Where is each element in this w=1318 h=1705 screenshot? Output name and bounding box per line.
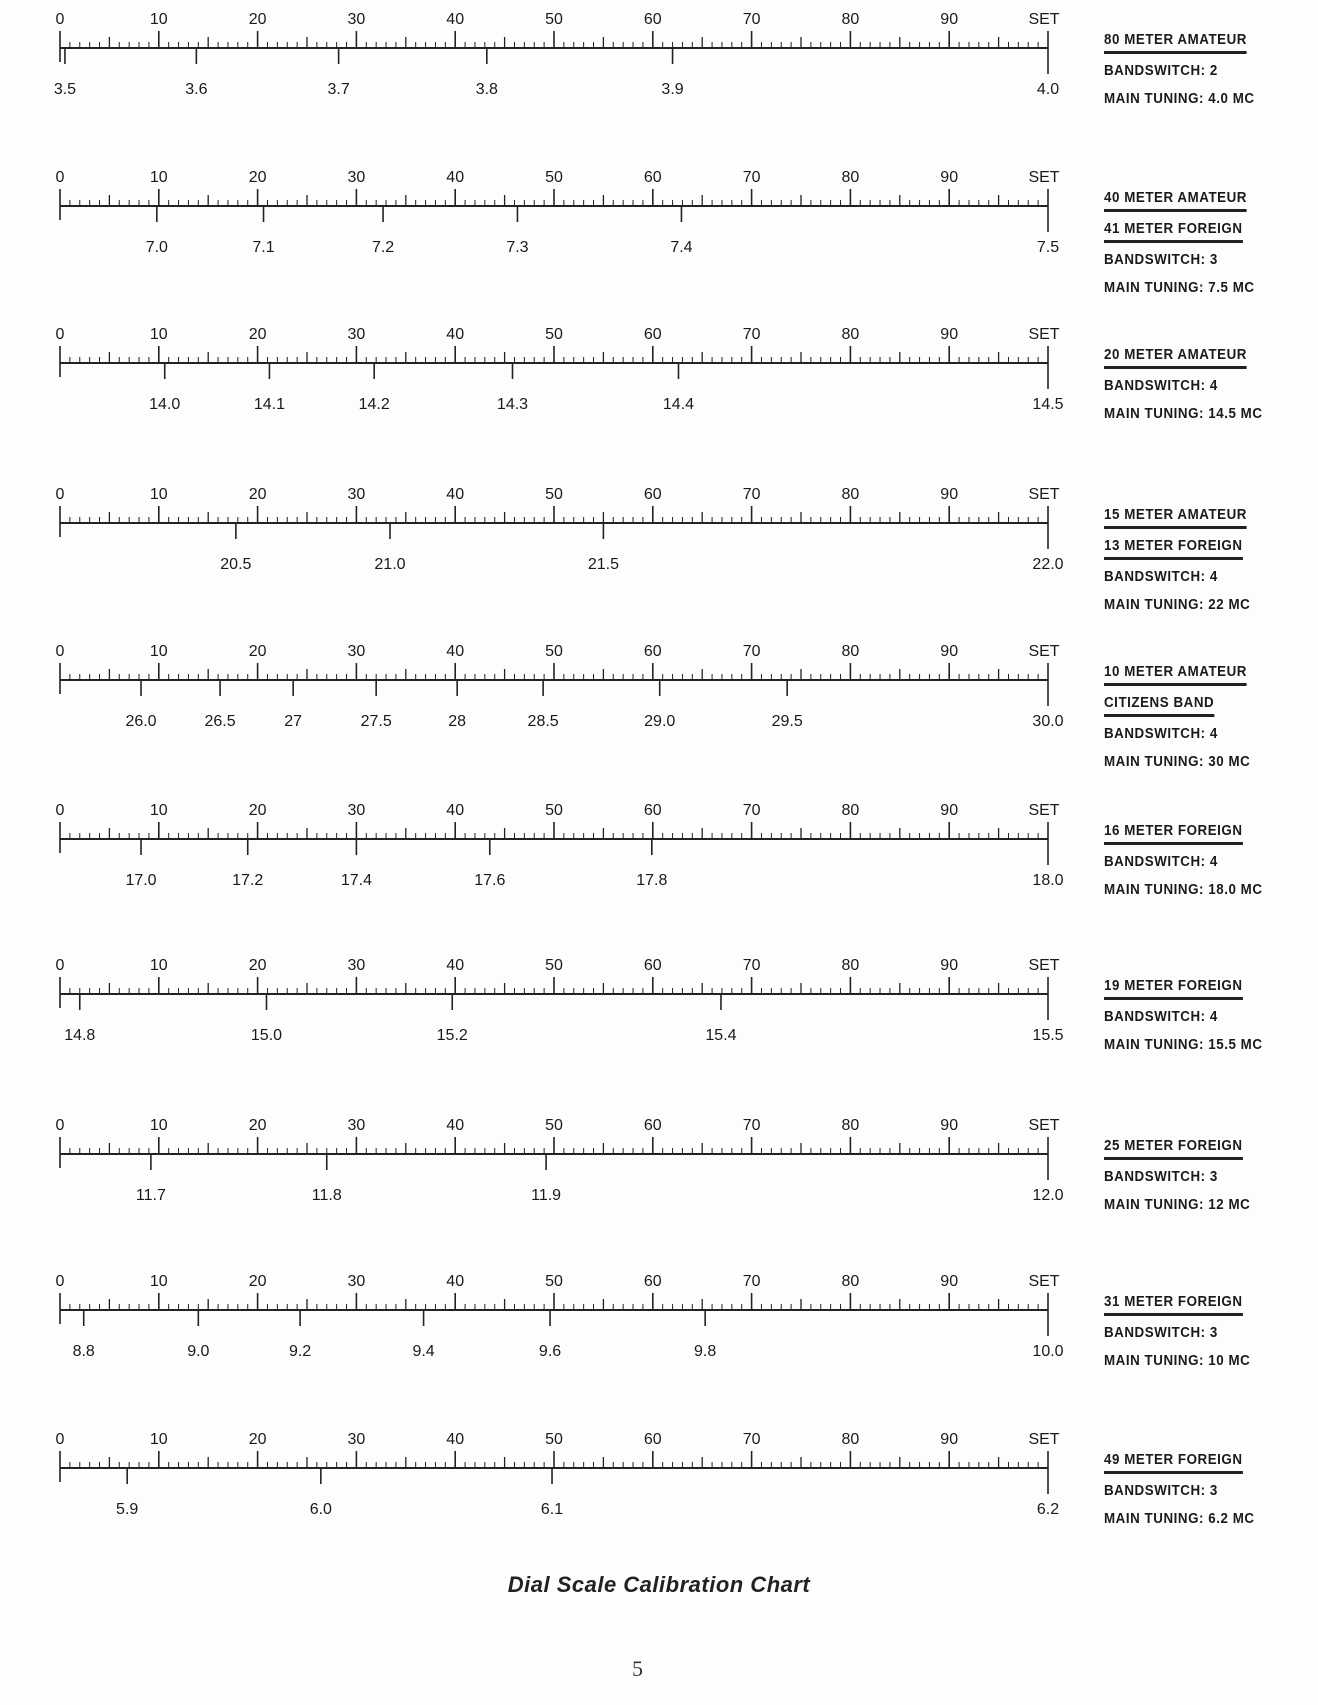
dial-label: 20 [248, 1117, 267, 1134]
frequency-label: 7.1 [252, 239, 275, 256]
dial-label: 80 [841, 643, 860, 660]
dial-label: 90 [940, 1117, 959, 1134]
frequency-label: 14.1 [253, 396, 286, 413]
dial-label: 30 [347, 326, 366, 343]
main-tuning-setting: MAIN TUNING: 12 MC [1104, 1197, 1251, 1213]
frequency-label: 9.2 [288, 1343, 312, 1360]
band-title: CITIZENS BAND [1104, 692, 1214, 717]
bandswitch-setting: BANDSWITCH: 3 [1104, 1483, 1218, 1499]
frequency-label: 18.0 [1032, 872, 1064, 889]
page-number: 5 [632, 1656, 643, 1681]
dial-label: 10 [149, 11, 168, 28]
dial-label: 70 [742, 1117, 761, 1134]
dial-label: 30 [347, 486, 366, 503]
dial-label: 70 [742, 1431, 761, 1448]
dial-label: 30 [347, 643, 366, 660]
main-tuning-setting: MAIN TUNING: 10 MC [1104, 1353, 1251, 1369]
band-info [1104, 184, 1255, 302]
dial-scale-band [0, 164, 1318, 296]
dial-label: 30 [347, 169, 366, 186]
dial-label: 90 [940, 1431, 959, 1448]
dial-label: 90 [940, 802, 959, 819]
dial-label: 10 [149, 1431, 168, 1448]
dial-label: SET [1028, 169, 1060, 186]
dial-label: 70 [742, 1273, 761, 1290]
band-title: 80 METER AMATEUR [1104, 29, 1247, 54]
dial-label: SET [1028, 1273, 1060, 1290]
frequency-label: 8.8 [72, 1343, 95, 1360]
dial-label: 90 [940, 11, 959, 28]
dial-label: 50 [545, 1117, 563, 1134]
dial-label: 90 [940, 1273, 959, 1290]
dial-label: 50 [545, 1273, 563, 1290]
dial-label: 30 [347, 1431, 366, 1448]
dial-label: 10 [149, 486, 168, 503]
dial-label: SET [1028, 643, 1060, 660]
frequency-label: 21.0 [374, 556, 406, 573]
band-title: 41 METER FOREIGN [1104, 218, 1243, 243]
dial-label: 80 [841, 1273, 860, 1290]
frequency-label: 14.3 [496, 396, 529, 413]
frequency-label: 15.4 [705, 1027, 737, 1044]
band-info [1104, 972, 1263, 1059]
band-title: 25 METER FOREIGN [1104, 1135, 1243, 1160]
bandswitch-setting: BANDSWITCH: 4 [1104, 1009, 1218, 1025]
dial-label: 90 [940, 486, 959, 503]
dial-label: 0 [55, 957, 65, 974]
dial-label: 90 [940, 643, 959, 660]
dial-label: 0 [55, 1431, 65, 1448]
frequency-label: 29.0 [644, 713, 676, 730]
dial-label: 80 [841, 169, 860, 186]
dial-label: 60 [643, 326, 662, 343]
frequency-label: 9.0 [187, 1343, 210, 1360]
dial-scale-band [0, 1268, 1318, 1378]
frequency-label: 11.8 [311, 1187, 342, 1204]
frequency-label: 7.4 [670, 239, 693, 256]
frequency-label: 15.2 [436, 1027, 468, 1044]
frequency-label: 15.5 [1032, 1027, 1064, 1044]
frequency-label: 6.1 [540, 1501, 564, 1518]
dial-label: 40 [446, 11, 465, 28]
main-tuning-setting: MAIN TUNING: 6.2 MC [1104, 1511, 1255, 1527]
frequency-label: 26.0 [125, 713, 157, 730]
dial-label: 70 [742, 643, 761, 660]
chart-title: Dial Scale Calibration Chart [507, 1572, 811, 1597]
frequency-label: 17.4 [340, 872, 372, 889]
dial-label: 10 [149, 326, 168, 343]
dial-label: 80 [841, 1117, 860, 1134]
frequency-label: 9.6 [538, 1343, 562, 1360]
dial-label: 80 [841, 11, 860, 28]
dial-label: 60 [643, 11, 662, 28]
frequency-label: 14.8 [64, 1027, 96, 1044]
dial-label: 30 [347, 1273, 366, 1290]
dial-label: 50 [545, 957, 563, 974]
dial-label: 30 [347, 11, 366, 28]
frequency-label: 28.5 [527, 713, 559, 730]
dial-label: 40 [446, 486, 465, 503]
frequency-label: 3.8 [475, 81, 498, 98]
dial-label: 40 [446, 1117, 465, 1134]
frequency-label: 22.0 [1032, 556, 1064, 573]
frequency-label: 7.0 [145, 239, 168, 256]
frequency-label: 7.3 [506, 239, 529, 256]
dial-label: 40 [446, 957, 465, 974]
frequency-label: 4.0 [1036, 81, 1060, 98]
frequency-label: 14.4 [662, 396, 695, 413]
band-info [1104, 1288, 1250, 1375]
dial-label: 10 [149, 1273, 168, 1290]
band-title: 40 METER AMATEUR [1104, 187, 1247, 212]
dial-label: 20 [248, 1431, 267, 1448]
dial-label: 60 [643, 802, 662, 819]
frequency-label: 26.5 [204, 713, 236, 730]
dial-label: SET [1028, 802, 1060, 819]
dial-label: 20 [248, 486, 267, 503]
dial-label: 0 [55, 643, 65, 660]
frequency-label: 9.4 [412, 1343, 435, 1360]
band-title: 19 METER FOREIGN [1104, 975, 1243, 1000]
dial-label: 0 [55, 1273, 65, 1290]
frequency-label: 29.5 [771, 713, 803, 730]
frequency-label: 7.2 [371, 239, 395, 256]
band-info [1104, 1446, 1255, 1533]
dial-label: 60 [643, 643, 662, 660]
dial-label: 60 [643, 169, 662, 186]
band-info [1104, 26, 1255, 113]
main-tuning-setting: MAIN TUNING: 7.5 MC [1104, 280, 1255, 296]
dial-label: 60 [643, 486, 662, 503]
band-info [1104, 341, 1263, 428]
dial-label: 10 [149, 802, 168, 819]
dial-label: 30 [347, 957, 366, 974]
dial-label: 70 [742, 169, 761, 186]
frequency-label: 6.2 [1036, 1501, 1060, 1518]
dial-label: 50 [545, 169, 563, 186]
dial-label: 20 [248, 169, 267, 186]
dial-label: 20 [248, 11, 267, 28]
dial-label: 90 [940, 169, 959, 186]
dial-label: 70 [742, 11, 761, 28]
frequency-label: 6.0 [309, 1501, 332, 1518]
bandswitch-setting: BANDSWITCH: 3 [1104, 252, 1218, 268]
dial-label: 60 [643, 1273, 662, 1290]
main-tuning-setting: MAIN TUNING: 15.5 MC [1104, 1037, 1263, 1053]
dial-label: 0 [55, 326, 65, 343]
dial-label: 50 [545, 643, 563, 660]
main-tuning-setting: MAIN TUNING: 18.0 MC [1104, 882, 1263, 898]
dial-label: 30 [347, 802, 366, 819]
band-info [1104, 501, 1250, 619]
dial-label: SET [1028, 11, 1060, 28]
dial-label: 50 [545, 326, 563, 343]
dial-label: 10 [149, 169, 168, 186]
bandswitch-setting: BANDSWITCH: 4 [1104, 569, 1218, 585]
dial-scale-band [0, 6, 1318, 116]
frequency-label: 9.8 [694, 1343, 717, 1360]
dial-label: SET [1028, 1117, 1060, 1134]
dial-label: 10 [149, 957, 168, 974]
dial-scale-band [0, 481, 1318, 613]
band-title: 20 METER AMATEUR [1104, 344, 1247, 369]
frequency-label: 7.5 [1036, 239, 1060, 256]
frequency-label: 30.0 [1032, 713, 1064, 730]
bandswitch-setting: BANDSWITCH: 4 [1104, 854, 1218, 870]
band-title: 31 METER FOREIGN [1104, 1291, 1243, 1316]
main-tuning-setting: MAIN TUNING: 30 MC [1104, 754, 1251, 770]
frequency-label: 27 [284, 713, 303, 730]
bandswitch-setting: BANDSWITCH: 2 [1104, 63, 1218, 79]
band-title: 10 METER AMATEUR [1104, 661, 1247, 686]
dial-label: 30 [347, 1117, 366, 1134]
dial-scale-band [0, 321, 1318, 431]
frequency-label: 15.0 [250, 1027, 283, 1044]
bandswitch-setting: BANDSWITCH: 4 [1104, 726, 1218, 742]
dial-label: 60 [643, 1117, 662, 1134]
dial-scale-band [0, 797, 1318, 907]
frequency-label: 3.5 [53, 81, 77, 98]
band-title: 13 METER FOREIGN [1104, 535, 1243, 560]
dial-label: 80 [841, 326, 860, 343]
dial-label: 50 [545, 1431, 563, 1448]
dial-label: 40 [446, 1431, 465, 1448]
dial-label: 70 [742, 957, 761, 974]
dial-label: SET [1028, 486, 1060, 503]
dial-label: 0 [55, 486, 65, 503]
frequency-label: 17.6 [474, 872, 506, 889]
dial-label: 40 [446, 802, 465, 819]
band-info [1104, 658, 1250, 776]
frequency-label: 11.9 [531, 1187, 562, 1204]
frequency-label: 11.7 [135, 1187, 166, 1204]
dial-label: 20 [248, 643, 267, 660]
main-tuning-setting: MAIN TUNING: 22 MC [1104, 597, 1251, 613]
dial-label: 80 [841, 802, 860, 819]
frequency-label: 28 [448, 713, 467, 730]
dial-label: 70 [742, 326, 761, 343]
frequency-label: 14.0 [149, 396, 181, 413]
frequency-label: 3.6 [185, 81, 208, 98]
dial-label: 10 [149, 643, 168, 660]
dial-label: SET [1028, 957, 1060, 974]
dial-label: 20 [248, 1273, 267, 1290]
main-tuning-setting: MAIN TUNING: 14.5 MC [1104, 406, 1263, 422]
frequency-label: 5.9 [116, 1501, 139, 1518]
dial-label: 60 [643, 957, 662, 974]
dial-label: 60 [643, 1431, 662, 1448]
frequency-label: 14.5 [1032, 396, 1064, 413]
dial-label: 10 [149, 1117, 168, 1134]
dial-label: 80 [841, 1431, 860, 1448]
dial-label: 20 [248, 326, 267, 343]
frequency-label: 17.8 [636, 872, 668, 889]
band-title: 15 METER AMATEUR [1104, 504, 1247, 529]
dial-label: 70 [742, 802, 761, 819]
dial-label: 0 [55, 11, 65, 28]
main-tuning-setting: MAIN TUNING: 4.0 MC [1104, 91, 1255, 107]
band-title: 16 METER FOREIGN [1104, 820, 1243, 845]
frequency-label: 17.2 [232, 872, 264, 889]
dial-label: 0 [55, 1117, 65, 1134]
frequency-label: 17.0 [125, 872, 157, 889]
dial-label: 80 [841, 957, 860, 974]
band-title: 49 METER FOREIGN [1104, 1449, 1243, 1474]
dial-label: 50 [545, 11, 563, 28]
dial-label: 20 [248, 957, 267, 974]
bandswitch-setting: BANDSWITCH: 3 [1104, 1169, 1218, 1185]
dial-scale-band [0, 1112, 1318, 1222]
frequency-label: 3.7 [327, 81, 350, 98]
frequency-label: 12.0 [1032, 1187, 1064, 1204]
frequency-label: 20.5 [220, 556, 252, 573]
frequency-label: 3.9 [661, 81, 684, 98]
bandswitch-setting: BANDSWITCH: 4 [1104, 378, 1218, 394]
frequency-label: 14.2 [358, 396, 390, 413]
dial-label: 40 [446, 169, 465, 186]
dial-label: 50 [545, 802, 563, 819]
band-info [1104, 817, 1263, 904]
dial-label: 90 [940, 957, 959, 974]
dial-label: 70 [742, 486, 761, 503]
dial-label: SET [1028, 1431, 1060, 1448]
frequency-label: 27.5 [360, 713, 392, 730]
dial-label: SET [1028, 326, 1060, 343]
band-info [1104, 1132, 1250, 1219]
frequency-label: 21.5 [587, 556, 619, 573]
frequency-label: 10.0 [1032, 1343, 1064, 1360]
dial-label: 50 [545, 486, 563, 503]
dial-label: 80 [841, 486, 860, 503]
dial-label: 0 [55, 169, 65, 186]
dial-label: 40 [446, 643, 465, 660]
dial-label: 40 [446, 326, 465, 343]
dial-label: 20 [248, 802, 267, 819]
dial-label: 0 [55, 802, 65, 819]
bandswitch-setting: BANDSWITCH: 3 [1104, 1325, 1218, 1341]
dial-scale-band [0, 638, 1318, 770]
dial-scale-band [0, 952, 1318, 1062]
dial-label: 90 [940, 326, 959, 343]
dial-label: 40 [446, 1273, 465, 1290]
dial-scale-band [0, 1426, 1318, 1536]
